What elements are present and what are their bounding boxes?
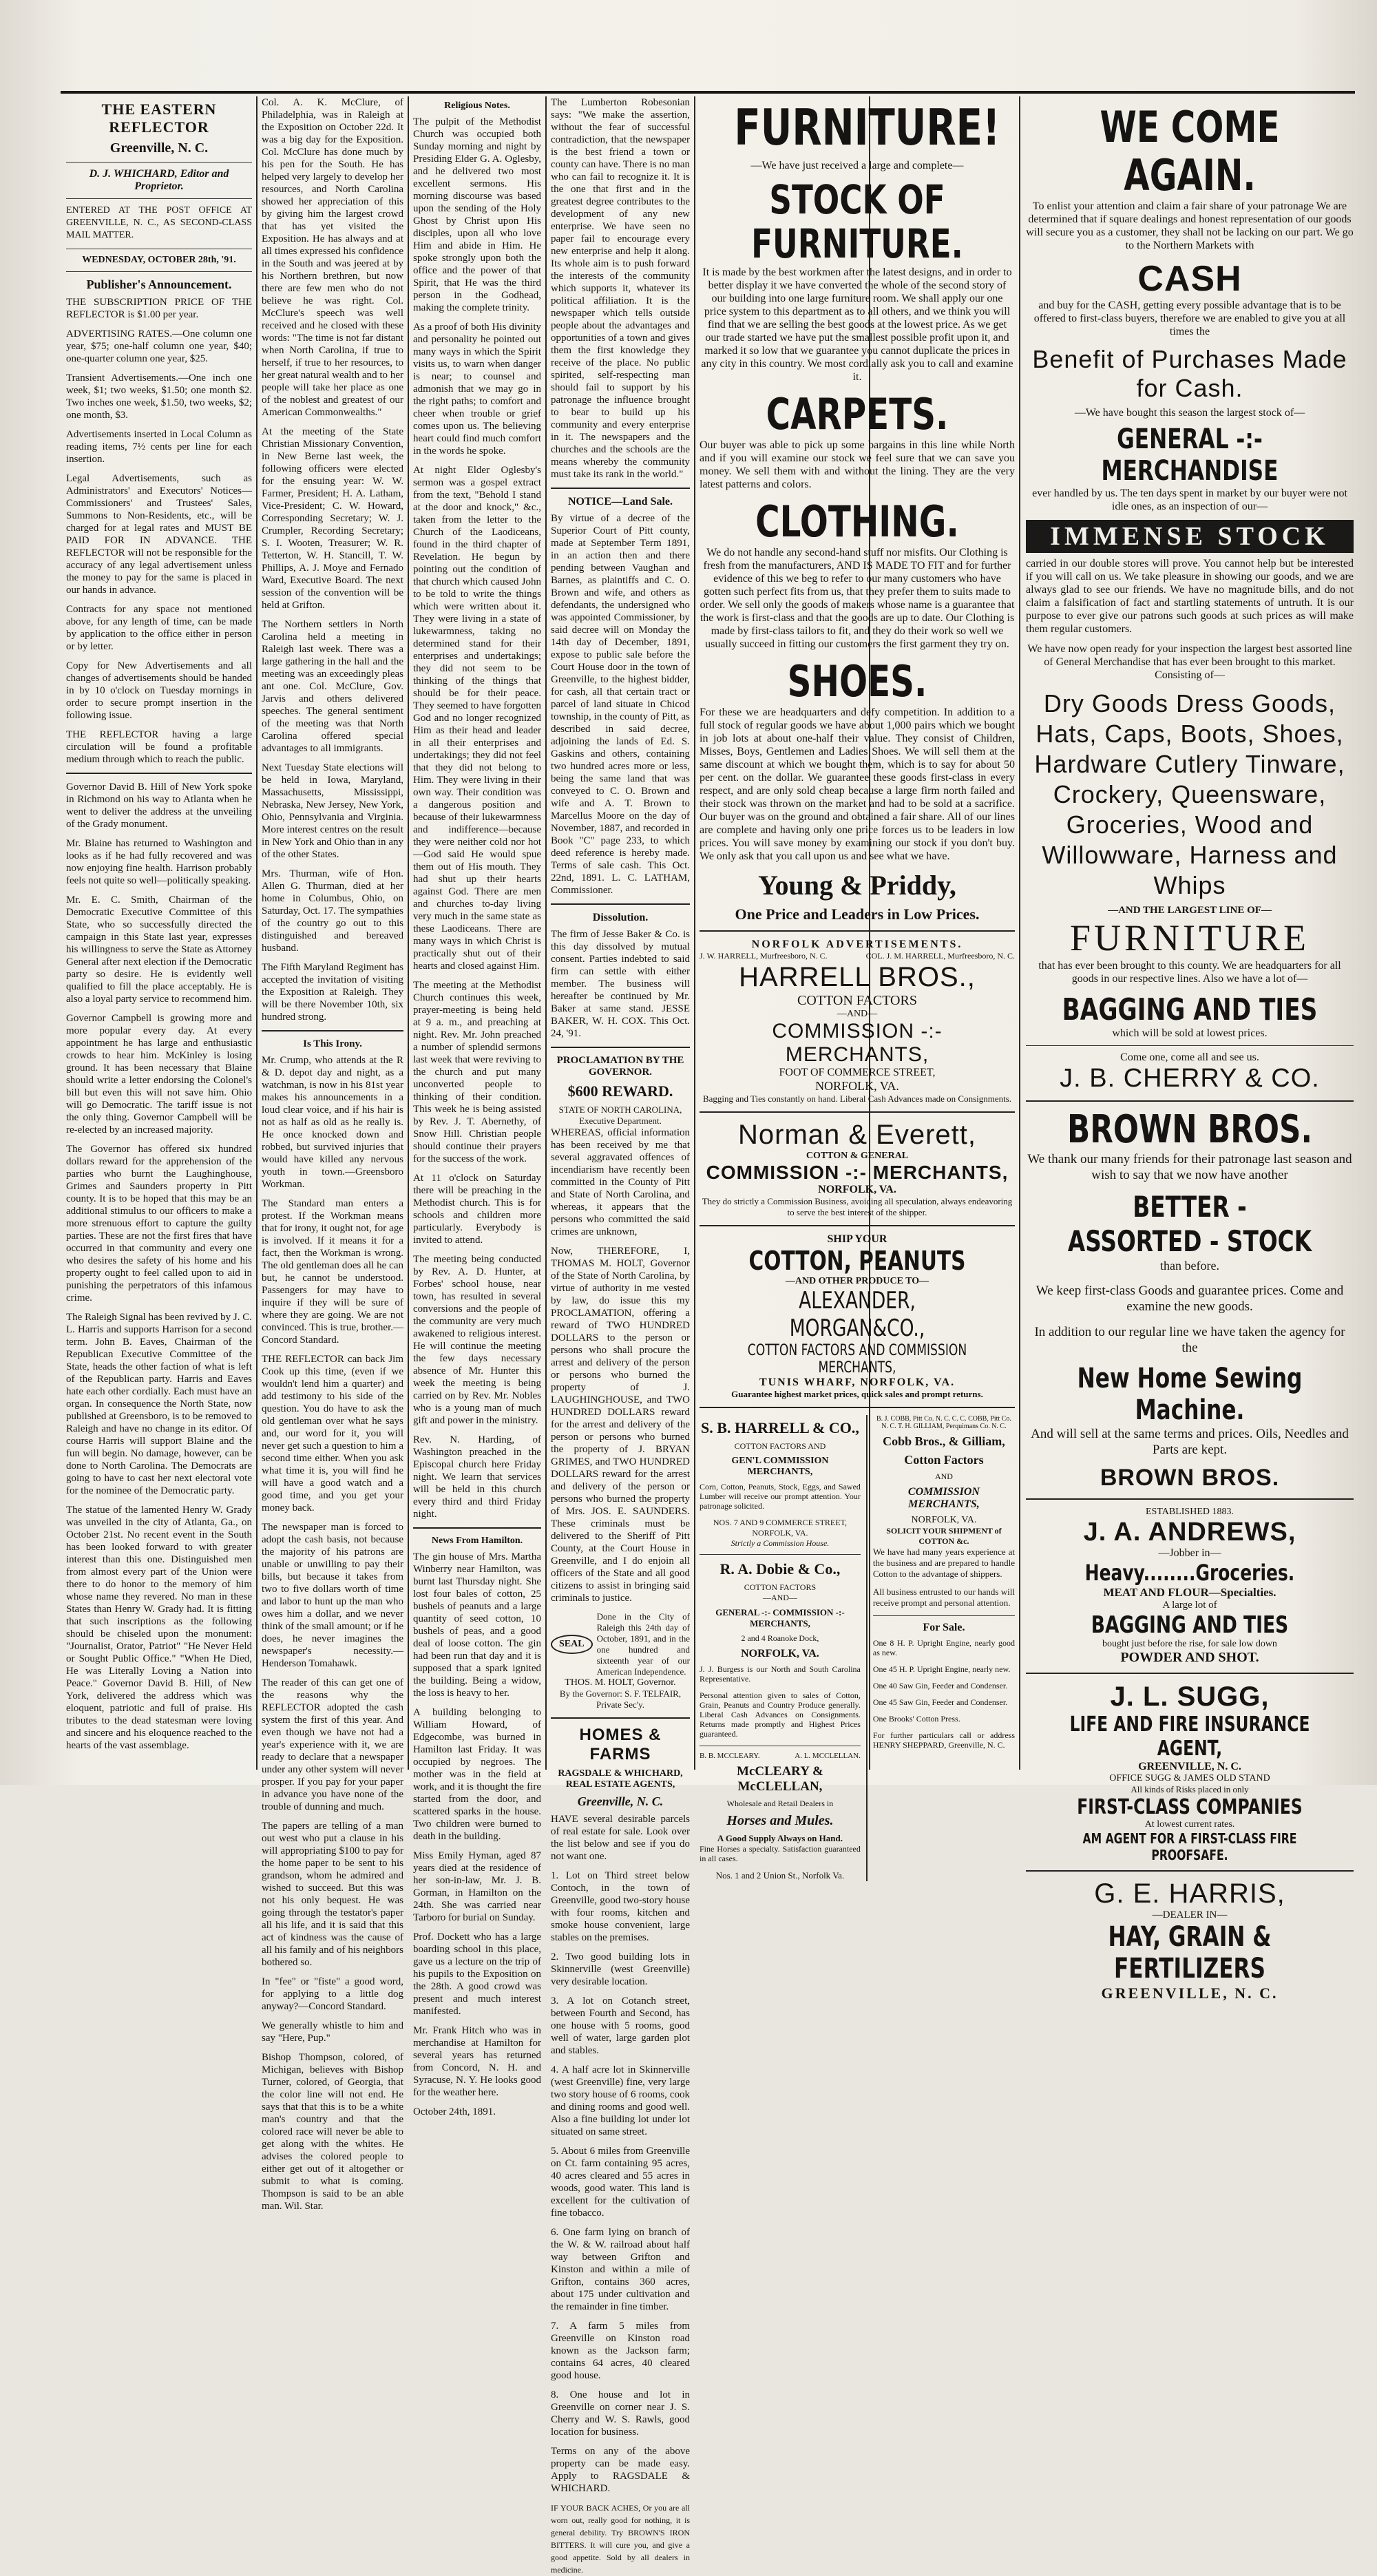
alexander-morgan-body: Guarantee highest market prices, quick sales and prompt returns. [731,1389,983,1399]
proclamation-text: WHEREAS, official information has been received by me that several aggravated offences of incendiarism have recently been committed in the County of Pitt and State of North Carolina, and whereas, it appears that the persons who committed the said crimes are unknown, [551,1127,690,1237]
brown-bros: BROWN BROS. [1066,1107,1313,1152]
news-item: At the meeting of the State Christian Missionary Convention, in New Berne last week, the following officers were elected for the ensuing year: W. W. Farmer, President; H. A. Latham, Vice-President; C. W. Howard, Corresponding Secretary; W. J. Crumpler, Recording Secretary; S. I. Wooten, Treasurer; W. R. Tetterton, W. H. Stancill, T. W. Phillips, A. J. Moye and Fernado Ward, Executive Board. The next session of the convention will be held at Grifton. [262,426,403,611]
mm-partner: A. L. MCCLELLAN. [795,1752,861,1760]
furniture-lead: —We have just received a large and complete— [750,160,964,171]
dissolution-text: The firm of Jesse Baker & Co. is this day dissolved by mutual consent. Parties indebted to said firm can settle with either member. The business will hereafter be continued by Mr. Baker at same stand. JESSE BAKER, W. H. COX. This Oct. 24, '91. [551,929,690,1039]
harrell-cotton: COTTON FACTORS [797,993,917,1008]
alexander-morgan: ALEXANDER, MORGAN&CO., [789,1287,925,1342]
open-line: We have now open ready for your inspection the largest best assorted line of General Merchandise that has ever been brought to this market. Consisting of— [1027,643,1352,681]
news-item: Next Tuesday State elections will be held in Iowa, Maryland, Massachusetts, Mississippi, Nebraska, New Jersey, New York, Ohio, Pennsylvania and Virginia. More interest centres on the result in New York and Ohio than in any of the other States. [262,762,403,860]
listing-item: 4. A half acre lot in Skinnerville (west Greenville) fine, very large two story house of 6 rooms, cook and dining rooms and good well. Also a fine building lot under lot situated on same street. [551,2064,690,2137]
news-item: The Raleigh Signal has been revived by J. C. L. Harris and supports Harrison for a second term. John B. Eaves, Chairman of the Republican Executive Committee of the State, heads the other faction of what is left of the Republican party. Harris and Eaves hate each other cordially. Each must have an organ. In consequence the North State, now published at Greensboro, is to be removed to Raleigh and have no change in its editor. Of course Harris will support Blaine and the fun will begin. No damage, however, can be done to North Carolina. The Democrats are going to have to cast her next electoral vote for the nominee of the Democratic party. [66,1312,252,1496]
paragraph: THE SUBSCRIPTION PRICE OF THE REFLECTOR is $1.00 per year. [66,297,252,320]
harrell-body: Bagging and Ties constantly on hand. Liberal Cash Advances made on Consignments. [702,1093,1012,1104]
ja-bought: bought just before the rise, for sale low down [1102,1639,1277,1649]
ja-bagging: BAGGING AND TIES [1091,1611,1289,1639]
news-item: The newspaper man is forced to adopt the cash basis, not because the majority of his patrons are unable or unwilling to pay their bills, but because it takes from two to five dollars worth of time and labor to hunt up the man who owes him a dollar, and we never think of the small amount; or if he does, he never imagines the newspaper's necessity.—Henderson Tomahawk. [262,1522,403,1669]
column-4 [551,96,690,2575]
jl-sugg-rates: At lowest current rates. [1144,1819,1235,1830]
sb-harrell-comm: GEN'L COMMISSION MERCHANTS, [731,1456,829,1477]
largest-line: —AND THE LARGEST LINE OF— [1108,905,1272,916]
ship-your: SHIP YOUR [827,1233,887,1245]
paragraph: Legal Advertisements, such as Administrators' and Executors' Notices—Commissioners' and Trustees' Sales, Summons to Non-Residents, etc., will be charged for at legal rates and MUST BE PAID FOR IN ADVANCE. THE REFLECTOR will not be responsible for the accuracy of any legal advertisement unless the money to pay for the same is placed in our hands in advance. [66,473,252,596]
homes-farms-title: HOMES & FARMS [579,1726,662,1763]
ja-lot: A large lot of [1162,1600,1217,1611]
column-6 [1026,96,1354,2002]
jl-sugg-office: OFFICE SUGG & JAMES OLD STAND [1109,1773,1270,1783]
norman-everett: Norman & Everett, [737,1120,976,1150]
rd-dobie-rep: J. J. Burgess is our North and South Carolina Representative. [700,1664,861,1684]
new-home: New Home Sewing Machine. [1077,1363,1303,1426]
harrell-city: NORFOLK, VA. [815,1079,899,1093]
we-come-again: WE COME AGAIN. [1100,102,1280,200]
harrell-commission: COMMISSION -:- MERCHANTS, [772,1020,943,1066]
bitters-ad: IF YOUR BACK ACHES, Or you are all worn out, really good for nothing, it is general debility. Try BROWN'S IRON BITTERS. It will cure you, and give a good appetite. Sold by all dealers in medicine. [551,2503,690,2575]
governor: THOS. M. HOLT, Governor. [565,1677,676,1688]
carpets-body: Our buyer was able to pick up some bargains in this line while North and if you will examine our stock we feel sure that we can save you money. We sell them with and without the lining. They are the very latest patterns and colors. [700,439,1015,490]
news-item: Mr. Crump, who attends at the R & D. depot day and night, as a watchman, is now in his 81st year makes his announcements in a loud clear voice, and if his hair is not as half as old as he really is. He once knocked down and robbed, but survived injuries that would have killed any nervous youth in town.—Greensboro Workman. [262,1055,403,1190]
news-item: The Northern settlers in North Carolina held a meeting in Raleigh last week. There was a large gathering in the hall and the meeting was an exceedingly pleas ant one. Col. McClure, Gov. Jarvis and others delivered speeches. The general sentiment of the meeting was that North Carolina offered special advantages to all immigrants. [262,619,403,754]
brown-bros-2: BROWN BROS. [1100,1465,1280,1491]
immense-stock: IMMENSE STOCK [1026,520,1354,553]
jl-sugg-kinds: All kinds of Risks placed in only [1131,1784,1249,1794]
jl-sugg: J. L. SUGG, [1110,1682,1270,1712]
hamilton-title: News From Hamilton. [431,1536,523,1546]
ja-heavy: Heavy........Groceries. [1084,1560,1295,1586]
masthead-entered: ENTERED AT THE POST OFFICE AT GREENVILLE, N. C., AS SECOND-CLASS MAIL MATTER. [66,205,252,240]
column-rule [545,96,547,1770]
norman-everett-commission: COMMISSION -:- MERCHANTS, [706,1162,1009,1183]
for-sale-item: One Brooks' Cotton Press. [872,1714,960,1724]
column-3 [413,96,541,2117]
news-item: Governor David B. Hill of New York spoke in Richmond on his way to Atlanta when he went to deliver the address at the unveiling of the Grady monument. [66,782,252,830]
paragraph: Copy for New Advertisements and all changes of advertisements should be handed in by 10 o'clock on Tuesday mornings in order to secure prompt insertion in the following issue. [66,660,252,721]
norman-everett-city: NORFOLK, VA. [818,1184,896,1195]
first-class-companies: FIRST-CLASS COMPANIES [1077,1795,1303,1819]
news-item: Prof. Dockett who has a large boarding school in this place, gave us a lecture on the trip of his pupils to the Exposition on the 28th. A good crowd was present and much interest manifested. [413,1931,541,2017]
cobb-factors: Cotton Factors [904,1453,984,1467]
cash-headline: CASH [1137,259,1242,299]
benefit-headline: Benefit of Purchases Made for Cash. [1032,345,1347,402]
paragraph: Transient Advertisements.—One inch one week, $1; two weeks, $1.50; one month $2. Two inches one week, $1.50, two weeks, $2; one month, $3. [66,373,252,421]
for-sale-item: One 45 Saw Gin, Feeder and Condenser. [872,1697,1008,1707]
listing-intro: HAVE several desirable parcels of real estate for sale. Look over the list below and see if you do not want one. [551,1814,690,1862]
news-item: Governor Campbell is growing more and more popular every day. At every appointment he has large and enthusiastic crowds to hear him. McKinley is losing ground. It has been necessary that Blaine should write a letter endorsing the Colonel's bill but even this will not save him. Ohio will go Democratic. The tariff issue is not the only thing. Governor Campbell will be re-elected by an increased majority. [66,1013,252,1135]
publisher-heading: Publisher's Announcement. [86,278,232,291]
masthead-title: THE EASTERN REFLECTOR [101,101,217,136]
jl-sugg-city: GREENVILLE, N. C. [1138,1761,1241,1772]
sb-harrell-addr: NOS. 7 AND 9 COMMERCE STREET, NORFOLK, VA. [713,1518,848,1538]
proclamation-title: PROCLAMATION BY THE GOVERNOR. [556,1055,684,1078]
paragraph: ADVERTISING RATES.—One column one year, $75; one-half column one year, $40; one-quarter column one year, $25. [66,328,252,364]
for-sale-item: One 8 H. P. Upright Engine, nearly good as new. [872,1638,1016,1657]
listing-item: 6. One farm lying on branch of the W. & W. railroad about half way between Grifton and Kinston and within a mile of Grifton, contains 360 acres, about 175 under cultivation and the remainder in fine timber. [551,2227,690,2312]
news-item: The Lumberton Robesonian says: "We make the assertion, without the fear of successful contradiction, that the newspaper is the best friend a town or county can have. There is no man who can fail to recognize it. It is the one that first and in the greatest degree contributes to the development of any new enterprise. We have seen no paper fail to encourage every new enterprise and help it along. Its whole aim is to push forward the interests of the community which supports it, whatever its political affiliation. It is the newspaper which tells outside people about the advantages and opportunities of a town and gives them the first knowledge they receive of the place. No public spirited, self-respecting man should fail to support by his patronage the influence brought to bear to build up his community and every enterprise in it. The newspapers and the churches and the schools are the means whereby the community must take its rank in the world." [551,97,690,480]
news-item: The Fifth Maryland Regiment has accepted the invitation of visiting the Exposition at Raleigh. They will be there November 10th, six hundred strong. [262,962,403,1023]
news-item: Mr. Frank Hitch who was in merchandise at Hamilton for several years has returned from Concord, N. H. and Syracuse, N. Y. He looks good for the weather here. [413,2025,541,2098]
cash-body: and buy for the CASH, getting every possible advantage that is to be offered to first-class buyers, therefore we are enabled to give you at all times the [1033,300,1346,337]
norman-everett-body: They do strictly a Commission Business, avoiding all speculation, always endeavoring to serve the best interest of the shipper. [702,1196,1013,1217]
for-sale-item: One 40 Saw Gin, Feeder and Condenser. [872,1681,1008,1690]
irony-title: Is This Irony. [303,1038,362,1049]
listing-item: 8. One house and lot in Greenville on corner near J. S. Cherry and W. S. Rawls, good location for business. [551,2389,690,2438]
ge-harris: G. E. HARRIS, [1094,1878,1285,1909]
column-1 [66,96,252,1777]
news-item: We generally whistle to him and say "Here, Pup." [262,2020,403,2044]
rd-dobie-and: —AND— [762,1593,797,1602]
for-sale-title: For Sale. [923,1622,965,1633]
cotton-peanuts: COTTON, PEANUTS [748,1246,966,1276]
column-rule [1019,96,1020,1770]
governor-secretary: By the Governor: S. F. TELFAIR, Private Sec'y. [559,1688,682,1710]
young-priddy-sub: One Price and Leaders in Low Prices. [735,905,980,923]
cobb-bros: Cobb Bros., & Gilliam, [883,1434,1005,1448]
shoes-body: For these we are headquarters and defy competition. In addition to a full stock of regular goods we have about 1,000 pairs which we bought in job lots at about one-half their value. They consist of Children, Misses, Boys, Gentlemen and Ladies Shoes. We will sell them at the same discount at which we bought them, which is to say for about 50 per cent. on the dollar. We guarantee these goods first-class in every respect, and are only sold cheap because a large firm north failed and their stock was thrown on the market and had to be sold at a sacrifice. Our buyer was on the ground and obtained a fair share. All of our lines are complete and having only one price forces us to be leaders in low prices. You will save money by examining our stock if you don't buy. We only ask that you call upon us and see what we have. [700,706,1015,862]
mccleary-mcclellan: McCLEARY & McCLELLAN, [737,1764,823,1794]
listing-item: 1. Lot on Third street below Contoch, in the town of Greenville, good two-story house with four rooms, kitchen and smoke house convenient, large stables on the premises. [551,1870,690,1943]
agency-line: In addition to our regular line we have taken the agency for the [1034,1325,1345,1355]
ja-meat: MEAT AND FLOUR—Specialties. [1103,1586,1276,1599]
proclamation-done: Done in the City of Raleigh this 24th day of October, 1891, and in the one hundred and sixteenth year of our American Independence. [596,1611,690,1677]
rd-dobie-sub: COTTON FACTORS [744,1582,817,1592]
sb-harrell-strict: Strictly a Commission House. [730,1538,830,1548]
immense-body: carried in our double stores will prove. You cannot help but be interested if you will call on us. We take pleasure in showing our goods, and we are always glad to see our friends. We have no magnitude bills, and do not claim a falsification of fact and startling statements of untruth. It is our purpose to ever give our patrons such goods at such prices as will make them regular customers. [1026,558,1354,635]
column-rule [408,96,409,1770]
ja-andrews: J. A. ANDREWS, [1083,1518,1296,1547]
norfolk-heading: NORFOLK ADVERTISEMENTS. [751,939,963,950]
mm-supply: A Good Supply Always on Hand. [717,1833,843,1843]
column-2 [262,96,403,2212]
cobb-solicit: SOLICIT YOUR SHIPMENT of COTTON &c. [886,1526,1002,1546]
news-item: The reader of this can get one of the reasons why the REFLECTOR adopted the cash system the first of this year. And even though we have not had a year's experience with it, we are ready to declare that a newspaper under any other system will never prosper. If you pay for your paper in advance you have none of the trouble of dunning and much. [262,1677,403,1812]
rd-dobie-body: Personal attention given to sales of Cotton, Grain, Peanuts and Country Produce generally. Liberal Cash Advances on Consignments. Returns made promptly and Highest Prices guaranteed. [700,1690,861,1739]
mm-sub: Wholesale and Retail Dealers in [726,1799,834,1808]
cobb-city: NORFOLK, VA. [911,1515,977,1525]
sb-harrell: S. B. HARRELL & CO., [701,1419,859,1436]
general-merchandise: GENERAL -:- MERCHANDISE [1101,423,1279,487]
stock-headline: STOCK OF FURNITURE. [751,176,963,267]
rd-dobie: R. A. Dobie & Co., [719,1560,841,1578]
seal-icon: SEAL [551,1635,593,1654]
news-item: At 11 o'clock on Saturday there will be preaching in the Methodist church. This is for schools and children more particularly. Everybody is invited to attend. [413,1173,541,1246]
news-item: The meeting being conducted by Rev. A. D. Hunter, at Forbes' school house, near town, has resulted in several conversions and the people of the community are very much awakened to religious interest. He will continue the meeting the few days necessary absence of Mr. Hunter this week the meeting is being carried on by Rev. Mr. Nobles who is a young man of much gift and power in the ministry. [413,1254,541,1426]
mm-horses: Horses and Mules. [726,1813,834,1828]
cobb-body: We have had many years experience at the business and are prepared to handle Cotton to the advantage of shippers. [872,1547,1016,1579]
shoes-headline: SHOES. [787,656,927,706]
listing-item: 5. About 6 miles from Greenville on Ct. farm containing 95 acres, 40 acres cleared and 55 acres in woods, good water. This land is excellent for the cultivation of fine tobacco. [551,2146,690,2219]
harrell-partner: COL. J. M. HARRELL, Murfreesboro, N. C. [865,951,1015,961]
news-item: A building belonging to William Howard, of Edgecombe, was burned in Hamilton last Friday. It was occupied by negroes. The mother was in the field at work, and it is thought the fire started from the door, and scattered sparks in the house. Two children were burned to death in the building. [413,1707,541,1842]
news-item: The statue of the lamented Henry W. Grady was unveiled in the city of Atlanta, Ga., on October 21st. No recent event in the South has been looked forward to with greater interest than this one. Distinguished men from almost every part of the Union were there to do honor to the memory of him whose name they revered. No man in these States than Henry W. Grady had. It is fitting that such inscriptions as the following should be chiseled upon the monument: "Journalist, Orator, Patriot" "He Never Held or Sought Public Office." "When He Died, He was Literally Loving a Nation into Peace." Governor David B. Hill, of New York, delivered the address which was eloquent, patriotic and full of praise. His tributes to the dead statesman were loving and sincere and his eloquence reached to the hearts of the vast assemblage. [66,1505,252,1751]
dateline: October 24th, 1891. [413,2106,496,2117]
news-item: THE REFLECTOR can back Jim Cook up this time, (even if we wouldn't lend him a quarter) and add testimony to his side of the question. You do have to ask the old gentleman over what he says and, our word for it, you will never get such a question to him a second time either. When you ask what time it is, you will find he will have a good watch and a good time, and you get your money back. [262,1354,403,1514]
furniture-headline: FURNITURE! [734,98,1000,156]
dissolution-title: Dissolution. [592,912,649,923]
ja-powder: POWDER AND SHOT. [1120,1650,1259,1665]
jb-cherry: J. B. CHERRY & CO. [1060,1064,1320,1093]
listing-item: 3. A lot on Cotanch street, between Fourth and Second, has one house with 5 rooms, good well of water, large garden plot and stables. [551,1996,690,2056]
merchandise-lines: Dry Goods Dress Goods, Hats, Caps, Boots, Shoes, Hardware Cutlery Tinware, Crockery, Queensware, Groceries, Wood and Willowware, Harness and Whips [1034,689,1345,899]
rd-dobie-city: NORFOLK, VA. [741,1648,819,1659]
ge-hay: HAY, GRAIN & FERTILIZERS [1108,1921,1272,1985]
column-rule [256,96,257,1770]
mm-body: Fine Horses a specialty. Satisfaction guaranteed in all cases. [700,1844,861,1863]
column-5 [700,96,1016,1881]
religious-title: Religious Notes. [444,101,510,111]
news-item: The Standard man enters a protest. If the Workman means that for irony, it ought not, for age is involved. If it means it for a fact, then the Workman is wrong. The old gentleman does all he can but, he cannot be understood. Passengers for may have to inquire if they will be sure of where they are going. We are not convinced. This is true, brother.—Concord Standard. [262,1198,403,1345]
issue-date: WEDNESDAY, OCTOBER 28th, '91. [82,255,236,265]
state-line: STATE OF NORTH CAROLINA, Executive Department. [558,1104,682,1126]
harrell-partner: J. W. HARRELL, Murfreesboro, N. C. [700,951,828,961]
sb-harrell-body: Corn, Cotton, Peanuts, Stock, Eggs, and Sawed Lumber will receive our prompt attention. Your patronage solicited. [700,1482,861,1511]
ge-city: GREENVILLE, N. C. [1101,1985,1279,2002]
furniture-body: It is made by the best workmen after the latest designs, and in order to better display it we have converted the whole of the second story of our building into one large furniture room. We shall apply our one price system to this department as to all others, and we think you will find that we are selling the best goods at the lowest price. As we get our trade started we have put the smallest possible profit upon it, and marked it so low that we guarantee you cannot duplicate the prices in any city in this country. We most cordially ask you to call and examine it. [701,266,1013,383]
young-priddy: Young & Priddy, [758,870,956,901]
homes-farms-firm: RAGSDALE & WHICHARD, REAL ESTATE AGENTS, [558,1768,683,1790]
notice-title: NOTICE—Land Sale. [567,496,673,507]
for-sale-item: For further particulars call or address HENRY SHEPPARD, Greenville, N. C. [872,1730,1016,1750]
cotton-peanuts-sub: —AND OTHER PRODUCE TO— [785,1276,929,1286]
news-item: At night Elder Oglesby's sermon was a gospel extract from the text, "Behold I stand at the door and knock," &c., taken from the letter to the Church of the Laodiceans, found in the third chapter of Revelation. He begun by pointing out the condition of that church which caused John to be told to write the things which were written about it. They were living in a state of lukewarmness, taking no determined stand for their enterprises and undertakings; they did not seem to be thinking of the things that should be for their peace. They seemed to have forgotten God and no longer recognized Him as their head and leader in all their enterprises and undertakings; they did not feel that they did not belong to Him. They were living in their own way. Their condition was a dangerous position and because of their lukewarmness and indifference—because they were neither cold nor hot—God said He would spue them out of His mouth. They had shut up their hearts against God. There are men and churches to-day living very much in the same state as these Laodiceans. There are many ways in which Christ is practically shut out of their hearts and closed against Him. [413,465,541,972]
norman-everett-sub: COTTON & GENERAL [806,1151,909,1161]
harrell-bros: HARRELL BROS., [739,962,976,992]
alexander-morgan-sub: COTTON FACTORS AND COMMISSION MERCHANTS, [747,1342,967,1376]
paragraph: Contracts for any space not mentioned above, for any length of time, can be made by application to the office either in person or by letter. [66,604,252,652]
bagging-body: which will be sold at lowest prices. [1112,1027,1268,1039]
notice-text: By virtue of a decree of the Superior Court of Pitt county, made at September Term 1891, in an action then and there pending between Vaughan and Barnes, as plaintiffs and C. O. Brown and wife, and others as defendants, the undersigned who was appointed Commissioner, by said decree will on Monday the 14th day of December, 1891, expose to public sale before the Court House door in the town of Greenville, to the highest bidder, for cash, all that certain tract or parcel of land situate in Chicod township, in the county of Pitt, as described in said decree, adjoining the lands of Ed. S. Gaskins and others, containing two hundred acres more or less, being the same land that was conveyed to C. O. Brown and wife and A. T. Brown to Marcellus Moore on the day of November, 1887, and recorded in Book "C" page 233, to which deed reference is hereby made. Terms of sale cash. This Oct. 22nd, 1891. L. C. LATHAM, Commissioner. [551,513,690,896]
listing-item: 2. Two good building lots in Skinnerville (west Greenville) very desirable location. [551,1951,690,1987]
news-item: The gin house of Mrs. Martha Winberry near Hamilton, was burnt last Thursday night. She lost four bales of cotton, 25 bushels of peanuts and a large quantity of seed cotton, 10 bushels of peas, and a good deal of loose cotton. The gin had been run that day and it is supposed that a spark ignited the building. Being a widow, the loss is heavy to her. [413,1551,541,1699]
news-item: In "fee" or "fiste" a good word, for applying to a little dog anyway?—Concord Standard. [262,1976,403,2012]
bought-line: —We have bought this season the largest stock of— [1074,407,1305,419]
news-item: The Governor has offered six hundred dollars reward for the apprehension of the parties who burnt the Laughinghouse, Grimes and Saunders property in Pitt county. It is to be hoped that this may be an additional stimulus to our officers to make a more strenuous effort to capture the guilty parties. These are not the first fires that have occurred in that community and every one who desires the safety of his home and his property ought to feel called upon to aid in punishing the perpetrators of this infamous crime. [66,1144,252,1303]
better-stock: BETTER - ASSORTED - STOCK [1067,1190,1312,1258]
news-item: The meeting at the Methodist Church continues this week, prayer-meeting is being held at 9 a. m., and preaching at night. Rev. Mr. John preached a number of splendid sermons last week that were reviving to the church and put many unconverted people to thinking of their condition. This week he is being assisted by Rev. J. T. Abernethy, of Snow Hill. Christian people should continue their prayers for the success of the work. [413,980,541,1164]
harrell-and: —AND— [837,1009,878,1019]
paragraph: Advertisements inserted in Local Column as reading items, 7½ cents per line for each insertion. [66,429,252,465]
cobb-partners: B. J. COBB, Pitt Co. N. C. C. C. COBB, Pitt Co. N. C. T. H. GILLIAM, Perquimans Co. N. C. [876,1415,1011,1430]
jl-sugg-sub: LIFE AND FIRE INSURANCE AGENT, [1069,1713,1310,1761]
harrell-foot: FOOT OF COMMERCE STREET, [779,1067,936,1078]
news-item: Miss Emily Hyman, aged 87 years died at the residence of her son-in-law, Mr. J. B. Gorman, in Hamilton on the 24th. She was carried near Tarboro for burial on Sunday. [413,1850,541,1923]
alexander-morgan-addr: TUNIS WHARF, NORFOLK, VA. [759,1376,956,1388]
clothing-headline: CLOTHING. [755,496,959,547]
reward-title: $600 REWARD. [567,1082,673,1100]
for-sale-item: One 45 H. P. Upright Engine, nearly new. [872,1664,1011,1674]
left-norfolk-ads [700,1415,861,1881]
masthead-place: Greenville, N. C. [109,140,209,156]
rd-dobie-comm: GENERAL -:- COMMISSION -:- MERCHANTS, [715,1607,845,1629]
gm-body: ever handled by us. The ten days spent in market by our buyer were not idle ones, as an inspection of our— [1032,488,1347,512]
furniture-word: FURNITURE [1069,917,1310,959]
established: ESTABLISHED 1883. [1146,1507,1234,1517]
than-before: than before. [1160,1259,1219,1273]
right-intro: To enlist your attention and claim a fair share of your patronage We are determined that if square dealings and honest representation of our goods will secure you as a customer, they shall not be lacking on our part. We go to the Northern Markets with [1026,200,1354,251]
brown-thanks: We thank our many friends for their patronage last season and wish to say that we now have another [1027,1152,1352,1182]
news-item: Mr. E. C. Smith, Chairman of the Democratic Executive Committee of this State, who so successfully directed the campaign in this State last year, expresses his willingness to serve the State as Attorney General after next election if the Democratic party so desire. He is evidently well qualified to fill the place acceptably. He is also a loyal party service to recommend him. [66,894,252,1005]
come-line: Come one, come all and see us. [1120,1051,1259,1063]
ge-dealer: —DEALER IN— [1152,1909,1228,1920]
mm-addr: Nos. 1 and 2 Union St., Norfolk Va. [715,1870,845,1881]
news-item: Bishop Thompson, colored, of Michigan, believes with Bishop Turner, colored, of Georgia, that the color line will not end. He says that that this is to be a white man's country and that the colored race will never be able to get along with the whites. He advises the colored people to either get out of it altogether or submit to what is coming. Thompson is said to be an able man. Wil. Star. [262,2052,403,2212]
jl-sugg-agent: AM AGENT FOR A FIRST-CLASS FIRE PROOFSAFE. [1082,1830,1297,1863]
clothing-body: We do not handle any second-hand stuff nor misfits. Our Clothing is fresh from the manufacturers, AND IS MADE TO FIT and for further evidence of this we beg to refer to our many customers who have gotten such perfect fits from us, that they prefer them to suits made to order. We sell only the goods of makers whose name is a guarantee that the work is first-class and that the goods are up to date. Our Clothing is made by first-class tailors to fit, and they do their work so well we usually succeed in fitting our customers the first garment they try on. [700,547,1015,650]
news-item: Mr. Blaine has returned to Washington and looks as if he had fully recovered and was now enjoying fine health. Harrison probably feels not quite so well—politically speaking. [66,838,252,886]
column-rule [694,96,695,1770]
keep-line: We keep first-class Goods and guarantee prices. Come and examine the new goods. [1036,1284,1344,1314]
masthead-editor: D. J. WHICHARD, Editor and Proprietor. [89,168,229,192]
new-home-body: And will sell at the same terms and prices. Oils, Needles and Parts are kept. [1031,1427,1349,1457]
bagging-ties: BAGGING AND TIES [1062,992,1318,1027]
carpets-headline: CARPETS. [766,389,949,439]
furniture-body: that has ever been brought to this county. We are headquarters for all goods in our respective lines. Also we have a lot of— [1038,960,1341,985]
mm-partner: B. B. MCCLEARY. [700,1752,760,1760]
rd-dobie-addr: 2 and 4 Roanoke Dock, [741,1633,819,1643]
proclamation-text: Now, THEREFORE, I, THOMAS M. HOLT, Governor of the State of North Carolina, by virtue of authority in me vested by law, do issue this my PROCLAMATION, offering a reward of TWO HUNDRED DOLLARS to the person or persons who shall procure the arrest and delivery of the person or persons who burned the property of J. LAUGHINGHOUSE, and TWO HUNDRED DOLLARS reward for the arrest and delivery of the person or persons who burned the property of J. BRYAN GRIMES, and TWO HUNDRED DOLLARS reward for the arrest and delivery of the person or persons who burned the property of Mrs. JOS. E. SAUNDERS. These criminals must be delivered to the Sheriff of Pitt County, at the Court House in Greenville, and I do enjoin all officers of the State and all good citizens to assist in bringing said criminals to justice. [551,1246,690,1604]
ja-jobber: —Jobber in— [1158,1547,1221,1559]
news-item: The pulpit of the Methodist Church was occupied both Sunday morning and night by Presiding Elder G. A. Oglesby, and he delivered two most excellent sermons. His morning discourse was based upon the sending of the Holy Ghost by Christ upon His disciples, upon all who love Him and abide in Him. He spoke strongly upon both the office and the power of that Spirit, that He was the third person in the Godhead, making the complete trinity. [413,116,541,313]
news-item: As a proof of both His divinity and personality he pointed out many ways in which the Spirit visits us, to warn when danger is near; to counsel and admonish that we may go in the right paths; to comfort and cheer when trouble or grief comes upon us. The believing heart could find much comfort in the words he spoke. [413,322,541,457]
news-item: The papers are telling of a man out west who put a clause in his will appropriating $100 to pay for the home paper to be sent to his grandson, whom he admired and wished to succeed. But this was not his only bequest. He was going through the testator's paper all his life, and it is said that this act of kindness was the cause of all his family and of his neighbors bothered so. [262,1821,403,1968]
news-item: Rev. N. Harding, of Washington preached in the Episcopal church here Friday night. We learn that services will be held in this church every third and third Friday night. [413,1434,541,1520]
news-item: Col. A. K. McClure, of Philadelphia, was in Raleigh at the Exposition on October 22d. It was a big day for the Exposition. Col. McClure has done much by his pen for the South. He has helped very largely to develop her resources, and North Carolina showed her appreciation of this by giving him the largest crowd that has yet visited the Exposition. He has always and at all times expressed his confidence in the South and was jeered at by his Northern brethren, but now there are few men who do not believe he was right. Col. McClure's speech was well received and he closed with these words: "The time is not far distant when North Carolina, if true to herself, if true to her resources, to her great natural wealth and to her people will take her place as one of the noblest and greatest of our American Commonwealths." [262,97,403,418]
cobb-and: AND [934,1472,953,1481]
sb-harrell-sub: COTTON FACTORS AND [734,1441,826,1451]
homes-farms-place: Greenville, N. C. [577,1794,664,1808]
cobb-comm: COMMISSION MERCHANTS, [907,1486,980,1510]
top-rule [61,91,1355,94]
cobb-body2: All business entrusted to our hands will receive prompt and personal attention. [872,1587,1016,1608]
right-norfolk-ads [873,1415,1015,1881]
paragraph: THE REFLECTOR having a large circulation will be found a profitable medium through which to reach the public. [66,729,252,765]
listing-footer: Terms on any of the above property can be made easy. Apply to RAGSDALE & WHICHARD. [551,2446,690,2494]
listing-item: 7. A farm 5 miles from Greenville on Kinston road known as the Jackson farm; contains 64 acres, 40 cleared good house. [551,2321,690,2381]
news-item: Mrs. Thurman, wife of Hon. Allen G. Thurman, died at her home in Columbus, Ohio, on Saturday, Oct. 17. The sympathies of the country go out to this distinguished and bereaved husband. [262,868,403,954]
